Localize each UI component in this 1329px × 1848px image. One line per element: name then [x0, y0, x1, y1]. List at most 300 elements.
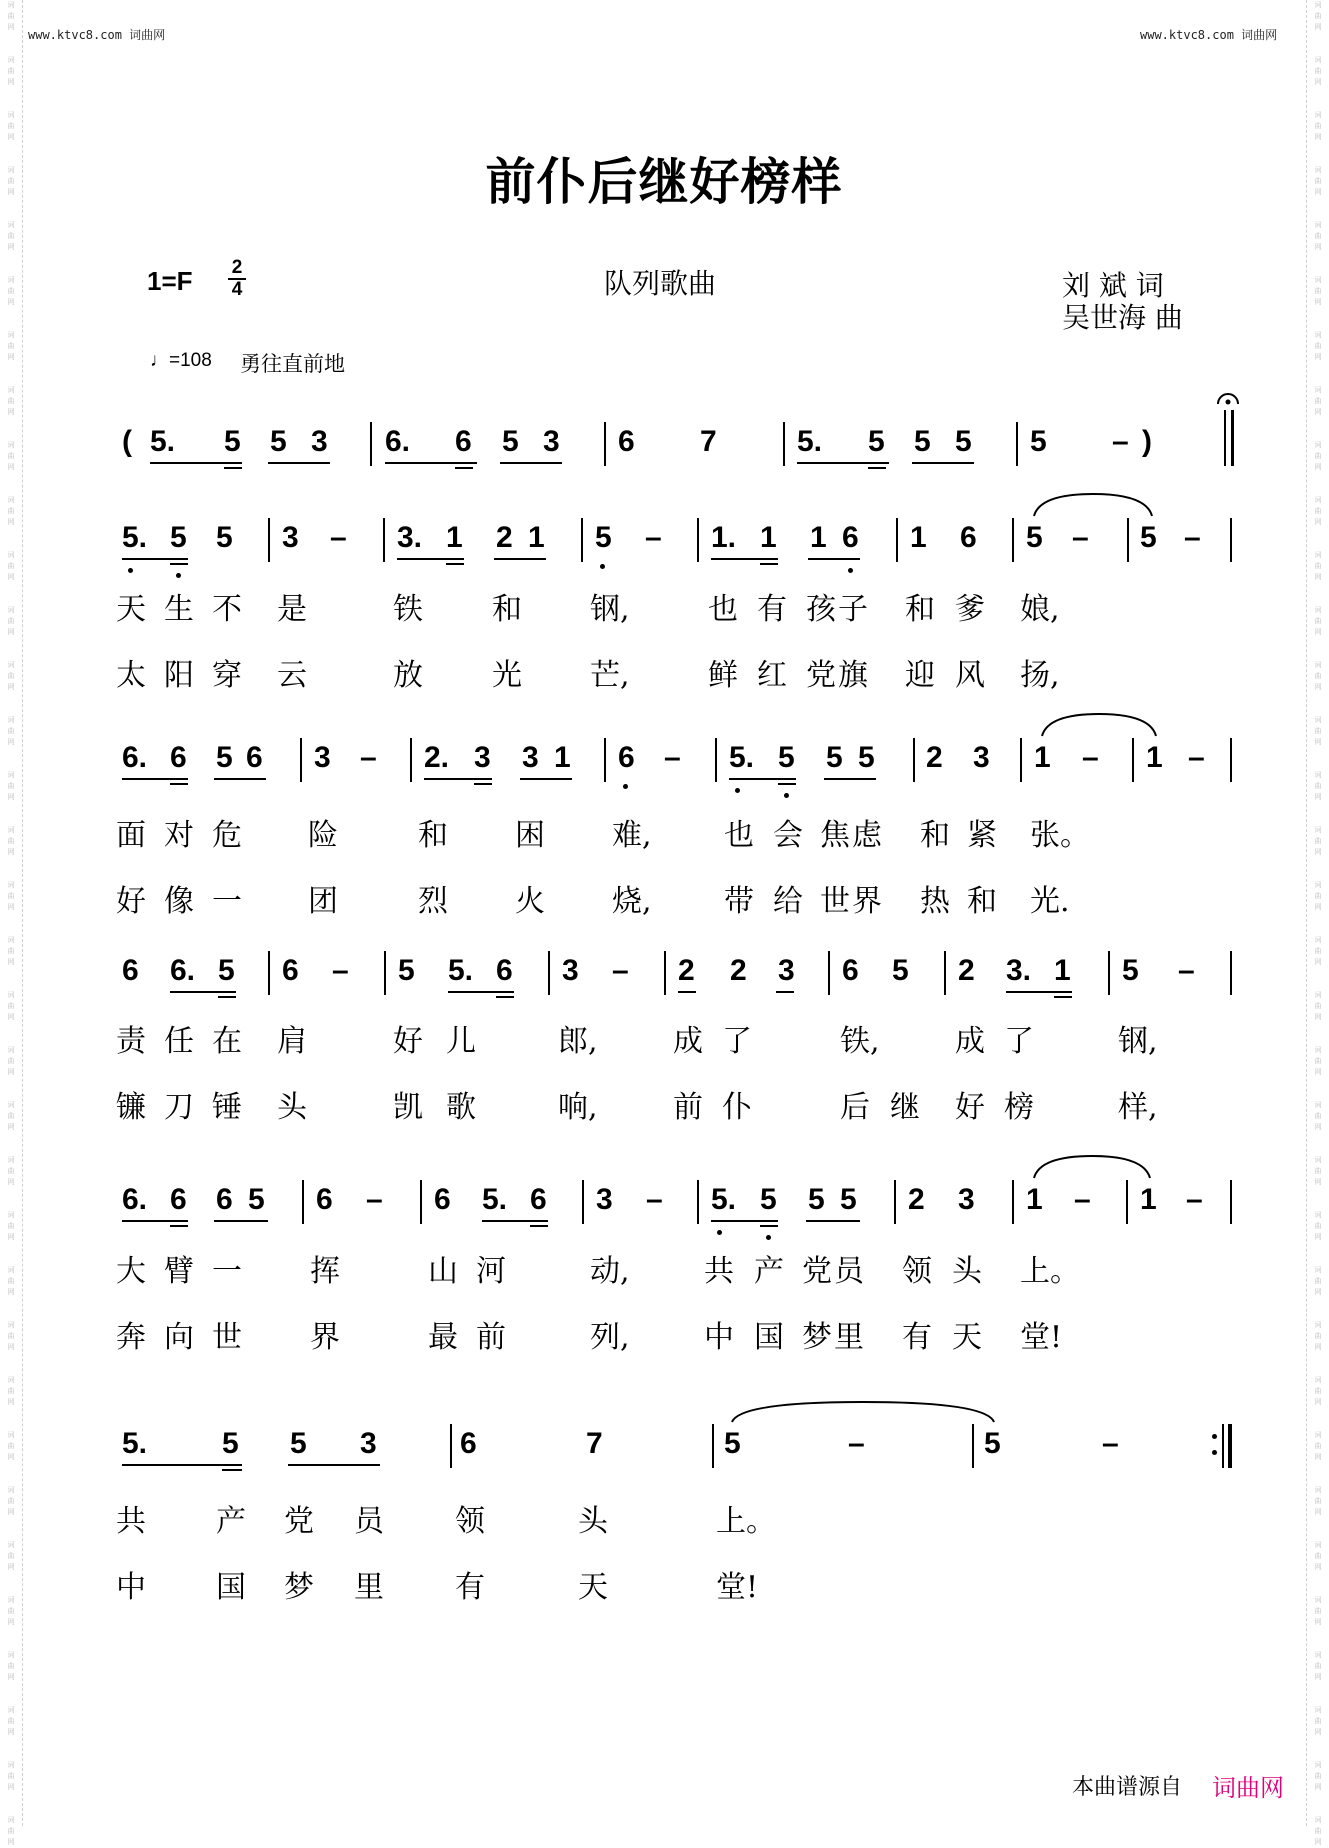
underline — [455, 467, 473, 469]
barline — [715, 738, 717, 782]
note: 5 — [270, 425, 287, 458]
barline — [828, 951, 830, 995]
note: – — [1188, 741, 1205, 774]
repeat-barline — [1222, 1424, 1224, 1468]
lyric-char: 继 — [890, 1090, 920, 1125]
note: 2. — [424, 741, 450, 774]
barline — [1230, 1180, 1232, 1224]
watermark-right: www.ktvc8.com 词曲网 — [1140, 28, 1278, 42]
barline — [383, 518, 385, 562]
note: 5 — [170, 521, 187, 554]
note: 1 — [554, 741, 571, 774]
lyric-char: 界 — [852, 884, 882, 919]
lyric-char: 不 — [212, 592, 242, 627]
note: 5 — [222, 1427, 239, 1460]
underline — [446, 563, 464, 565]
lyric-char: 爹 — [955, 592, 985, 627]
note: 6. — [385, 425, 411, 458]
note: 6 — [842, 954, 859, 987]
barline — [1230, 518, 1232, 562]
note: 5 — [1122, 954, 1139, 987]
lyric-char: 产 — [216, 1504, 246, 1539]
barline — [302, 1180, 304, 1224]
lyric-char: 歌 — [446, 1090, 476, 1125]
low-octave-dot — [784, 793, 789, 798]
side-watermark-right: 词 曲 网 词 曲 网 词 曲 网 词 曲 网 词 曲 网 词 曲 网 词 曲 网 词 曲 网 词 曲 网 词 曲 网 词 曲 网 词 曲 网 词 曲 网 词 曲 网 词 曲 网 词 曲 网 词 曲 网 词 曲 网 词 曲 网 词 曲 网 词 曲 网 词 曲 网 词 曲 网 词 曲 网 词 曲 网 词 曲 网 词 曲 网 词 曲 网 词 曲 网 词 曲 网 词 曲 网 词 曲 网 词 曲 网 词 曲 网 — [1306, 0, 1329, 1826]
underline — [268, 462, 330, 464]
underline — [806, 1220, 860, 1222]
underline — [760, 1225, 778, 1227]
note: 5. — [482, 1183, 508, 1216]
lyric-char: 共 — [704, 1254, 734, 1289]
lyric-char: 堂! — [716, 1570, 759, 1605]
note: 3 — [596, 1183, 613, 1216]
lyric-char: 员 — [354, 1504, 384, 1539]
note: 5 — [808, 1183, 825, 1216]
barline — [268, 951, 270, 995]
lyric-char: 扬, — [1020, 658, 1060, 693]
lyric-char: 好 — [116, 884, 146, 919]
note: 5 — [1140, 521, 1157, 554]
note: 1 — [1026, 1183, 1043, 1216]
note: 3. — [1006, 954, 1032, 987]
lyric-char: 头 — [277, 1090, 307, 1125]
lyric-line-4a — [0, 1252, 1328, 1292]
lyric-line-2a — [0, 816, 1328, 856]
barline — [384, 951, 386, 995]
lyric-char: 党 — [806, 658, 836, 693]
lyric-char: 阳 — [164, 658, 194, 693]
note: 6 — [170, 1183, 187, 1216]
note: 6 — [455, 425, 472, 458]
lyric-char: 员 — [834, 1254, 864, 1289]
lyric-char: 在 — [212, 1024, 242, 1059]
note: 5. — [122, 521, 148, 554]
lyric-line-3a — [0, 1022, 1328, 1062]
note: 5 — [760, 1183, 777, 1216]
note: 5 — [955, 425, 972, 458]
underline — [711, 1220, 778, 1222]
underline — [729, 778, 796, 780]
watermark-left: www.ktvc8.com 词曲网 — [28, 28, 166, 42]
lyric-char: 天 — [952, 1320, 982, 1355]
underline — [397, 558, 464, 560]
underline — [678, 991, 696, 993]
underline — [824, 778, 876, 780]
note: 3 — [474, 741, 491, 774]
underline — [1054, 996, 1072, 998]
lyric-char: 生 — [164, 592, 194, 627]
lyric-char: 有 — [757, 592, 787, 627]
lyric-char: 像 — [164, 884, 194, 919]
barline — [548, 951, 550, 995]
barline — [604, 422, 606, 466]
barline — [664, 951, 666, 995]
lyric-char: 铁 — [393, 592, 423, 627]
note: 5. — [150, 425, 176, 458]
lyric-char: 里 — [354, 1570, 384, 1605]
lyric-char: 奔 — [116, 1320, 146, 1355]
lyric-char: 后 — [840, 1090, 870, 1125]
barline — [300, 738, 302, 782]
repeat-barline — [1228, 1424, 1232, 1468]
barline — [370, 422, 372, 466]
barline — [1012, 1180, 1014, 1224]
note: 3 — [314, 741, 331, 774]
lyric-char: 上。 — [716, 1504, 776, 1539]
lyric-char: 一 — [212, 884, 242, 919]
lyric-char: 天 — [578, 1570, 608, 1605]
lyric-char: 子 — [838, 592, 868, 627]
composer: 吴世海 曲 — [1062, 301, 1183, 334]
lyric-char: 带 — [724, 884, 754, 919]
lyric-char: 样, — [1118, 1090, 1158, 1125]
lyric-char: 前 — [673, 1090, 703, 1125]
note: 3 — [311, 425, 328, 458]
lyric-char: 娘, — [1020, 592, 1060, 627]
lyric-char: 光 — [492, 658, 522, 693]
lyric-char: 仆 — [722, 1090, 752, 1125]
note: 1 — [1146, 741, 1163, 774]
lyric-char: 界 — [310, 1320, 340, 1355]
underline — [122, 558, 188, 560]
underline — [520, 778, 572, 780]
lyric-char: 中 — [116, 1570, 146, 1605]
note: 6 — [316, 1183, 333, 1216]
note: 6 — [530, 1183, 547, 1216]
repeat-dot — [1212, 1450, 1217, 1455]
lyric-char: 对 — [164, 818, 194, 853]
lyric-char: 钢, — [1118, 1024, 1158, 1059]
note: 5 — [502, 425, 519, 458]
lyric-char: 和 — [967, 884, 997, 919]
note: 5 — [892, 954, 909, 987]
note: 2 — [496, 521, 513, 554]
barline — [783, 422, 785, 466]
note: – — [360, 741, 377, 774]
lyric-line-3b — [0, 1088, 1328, 1128]
lyricist: 刘 斌 词 — [1062, 269, 1164, 302]
tie-arc — [1032, 1154, 1152, 1180]
notation-line-2 — [0, 520, 1328, 600]
barline — [582, 1180, 584, 1224]
lyric-char: 儿 — [446, 1024, 476, 1059]
notation-line-6 — [0, 1426, 1328, 1506]
note: – — [1082, 741, 1099, 774]
lyric-char: 团 — [308, 884, 338, 919]
barline — [712, 1424, 714, 1468]
lyric-char: 和 — [905, 592, 935, 627]
note: 3 — [562, 954, 579, 987]
barline — [268, 518, 270, 562]
low-octave-dot — [128, 568, 133, 573]
lyric-char: 大 — [116, 1254, 146, 1289]
lyric-char: 热 — [920, 884, 950, 919]
lyric-char: 险 — [308, 818, 338, 853]
lyric-char: 放 — [393, 658, 423, 693]
note: 6. — [122, 1183, 148, 1216]
lyric-char: 一 — [212, 1254, 242, 1289]
underline — [122, 1464, 242, 1466]
note: 6 — [170, 741, 187, 774]
note: 6 — [618, 425, 635, 458]
note: – — [646, 1183, 663, 1216]
low-octave-dot — [623, 784, 628, 789]
note: 1 — [760, 521, 777, 554]
underline — [385, 462, 477, 464]
underline — [170, 1225, 188, 1227]
note: 3 — [973, 741, 990, 774]
note: 2 — [678, 954, 695, 987]
double-barline — [1224, 410, 1226, 466]
note: 6 — [960, 521, 977, 554]
lyric-char: 困 — [515, 818, 545, 853]
note: – — [1072, 521, 1089, 554]
note: 5 — [724, 1427, 741, 1460]
notation-line-4 — [0, 953, 1328, 1033]
note: 3 — [282, 521, 299, 554]
low-octave-dot — [735, 788, 740, 793]
lyric-char: 穿 — [212, 658, 242, 693]
lyric-char: 也 — [708, 592, 738, 627]
notation-line-3 — [0, 740, 1328, 820]
underline — [122, 1220, 188, 1222]
barline — [1016, 422, 1018, 466]
underline — [474, 783, 492, 785]
lyric-char: 世 — [212, 1320, 242, 1355]
lyric-char: 红 — [757, 658, 787, 693]
barline — [1230, 738, 1232, 782]
low-octave-dot — [848, 568, 853, 573]
note: 1 — [1140, 1183, 1157, 1216]
note: 6. — [122, 741, 148, 774]
lyric-char: 好 — [955, 1090, 985, 1125]
lyric-char: 党 — [802, 1254, 832, 1289]
lyric-char: 共 — [116, 1504, 146, 1539]
note: – — [664, 741, 681, 774]
lyric-char: 世 — [820, 884, 850, 919]
note: 5 — [868, 425, 885, 458]
side-watermark-left: 词 曲 网 词 曲 网 词 曲 网 词 曲 网 词 曲 网 词 曲 网 词 曲 网 词 曲 网 词 曲 网 词 曲 网 词 曲 网 词 曲 网 词 曲 网 词 曲 网 词 曲 网 词 曲 网 词 曲 网 词 曲 网 词 曲 网 词 曲 网 词 曲 网 词 曲 网 词 曲 网 词 曲 网 词 曲 网 词 曲 网 词 曲 网 词 曲 网 词 曲 网 词 曲 网 词 曲 网 词 曲 网 词 曲 网 词 曲 网 — [0, 0, 23, 1826]
lyric-char: 肩 — [277, 1024, 307, 1059]
barline — [972, 1424, 974, 1468]
fermata-icon — [1216, 390, 1240, 408]
note: 1. — [711, 521, 737, 554]
lyric-char: 芒, — [590, 658, 630, 693]
note: 3 — [522, 741, 539, 774]
note: 7 — [700, 425, 717, 458]
lyric-char: 刀 — [164, 1090, 194, 1125]
note: 5 — [216, 741, 233, 774]
underline — [778, 783, 796, 785]
barline — [697, 1180, 699, 1224]
underline — [214, 778, 266, 780]
underline — [868, 467, 886, 469]
lyric-char: 山 — [428, 1254, 458, 1289]
lyric-char: 头 — [952, 1254, 982, 1289]
lyric-char: 里 — [834, 1320, 864, 1355]
note: 6 — [842, 521, 859, 554]
lyric-char: 臂 — [164, 1254, 194, 1289]
note: 2 — [926, 741, 943, 774]
lyric-char: 国 — [754, 1320, 784, 1355]
note: – — [645, 521, 662, 554]
underline — [448, 991, 514, 993]
repeat-dot — [1212, 1434, 1217, 1439]
barline — [1230, 951, 1232, 995]
note: 2 — [908, 1183, 925, 1216]
note: 5. — [729, 741, 755, 774]
underline — [530, 1225, 548, 1227]
underline — [222, 1469, 242, 1471]
lyric-char: 党 — [284, 1504, 314, 1539]
low-octave-dot — [600, 564, 605, 569]
barline — [581, 518, 583, 562]
note: – — [1112, 425, 1129, 458]
note: 6 — [460, 1427, 477, 1460]
note: – — [612, 954, 629, 987]
lyric-char: 了 — [722, 1024, 752, 1059]
underline — [482, 1220, 548, 1222]
note: 7 — [586, 1427, 603, 1460]
note: 3 — [360, 1427, 377, 1460]
note: 5. — [711, 1183, 737, 1216]
underline — [500, 462, 562, 464]
lyric-char: 紧 — [967, 818, 997, 853]
lyric-char: 虑 — [852, 818, 882, 853]
genre: 队列歌曲 — [604, 267, 717, 300]
note: – — [1178, 954, 1195, 987]
barline — [697, 518, 699, 562]
note: 5 — [398, 954, 415, 987]
note: 5. — [797, 425, 823, 458]
lyric-char: 国 — [216, 1570, 246, 1605]
note: 1 — [446, 521, 463, 554]
underline — [711, 558, 778, 560]
lyric-char: 焦 — [820, 818, 850, 853]
note: 3 — [958, 1183, 975, 1216]
barline — [1132, 738, 1134, 782]
underline — [224, 467, 242, 469]
note: 1 — [810, 521, 827, 554]
lyric-line-5b — [0, 1568, 1328, 1608]
barline — [894, 1180, 896, 1224]
lyric-char: 中 — [704, 1320, 734, 1355]
note: 5. — [122, 1427, 148, 1460]
notation-line-5 — [0, 1182, 1328, 1262]
note: – — [1186, 1183, 1203, 1216]
note: 5 — [984, 1427, 1001, 1460]
note: – — [1184, 521, 1201, 554]
barline — [410, 738, 412, 782]
note: 3 — [543, 425, 560, 458]
note: 1 — [528, 521, 545, 554]
lyric-char: 榜 — [1004, 1090, 1034, 1125]
lyric-char: 和 — [920, 818, 950, 853]
note: – — [330, 521, 347, 554]
underline — [170, 783, 188, 785]
note: 5 — [826, 741, 843, 774]
underline — [288, 1464, 380, 1466]
note: 2 — [730, 954, 747, 987]
underline — [776, 991, 794, 993]
note: 5 — [840, 1183, 857, 1216]
lyric-char: 风 — [955, 658, 985, 693]
lyric-char: 堂! — [1020, 1320, 1063, 1355]
lyric-char: 危 — [212, 818, 242, 853]
note: 5 — [218, 954, 235, 987]
note: – — [848, 1427, 865, 1460]
note: 1 — [1054, 954, 1071, 987]
low-octave-dot — [766, 1235, 771, 1240]
lyric-char: 挥 — [310, 1254, 340, 1289]
lyric-char: 好 — [393, 1024, 423, 1059]
lyric-char: 列, — [590, 1320, 630, 1355]
lyric-char: 鲜 — [708, 658, 738, 693]
note: – — [1102, 1427, 1119, 1460]
note: 5. — [448, 954, 474, 987]
lyric-char: 和 — [418, 818, 448, 853]
footer-site-link[interactable]: 词曲网 — [1212, 1774, 1284, 1802]
lyric-char: 钢, — [590, 592, 630, 627]
low-octave-dot — [176, 573, 181, 578]
barline — [420, 1180, 422, 1224]
lyric-char: 旗 — [838, 658, 868, 693]
note: 3 — [778, 954, 795, 987]
underline — [760, 563, 778, 565]
note: 6 — [246, 741, 263, 774]
note: 6 — [434, 1183, 451, 1216]
song-title: 前仆后继好榜样 — [485, 153, 843, 211]
time-signature — [228, 258, 246, 300]
lyric-char: 责 — [116, 1024, 146, 1059]
lyric-char: 锤 — [212, 1090, 242, 1125]
underline — [170, 563, 188, 565]
lyric-char: 面 — [116, 818, 146, 853]
note: 5 — [216, 521, 233, 554]
lyric-char: 产 — [754, 1254, 784, 1289]
note: 6 — [122, 954, 139, 987]
underline — [424, 778, 492, 780]
note: 6 — [282, 954, 299, 987]
lyric-line-4b — [0, 1318, 1328, 1358]
note: – — [366, 1183, 383, 1216]
tempo-mark: ♩=108 — [150, 350, 212, 371]
lyric-char: 会 — [773, 818, 803, 853]
low-octave-dot — [717, 1230, 722, 1235]
underline — [912, 462, 974, 464]
lyric-char: 头 — [578, 1504, 608, 1539]
barline — [1012, 518, 1014, 562]
note: 2 — [958, 954, 975, 987]
lyric-line-1b — [0, 656, 1328, 696]
lyric-char: 了 — [1004, 1024, 1034, 1059]
barline — [896, 518, 898, 562]
lyric-char: 烧, — [612, 884, 652, 919]
lyric-line-5a — [0, 1502, 1328, 1542]
note: 6. — [170, 954, 196, 987]
underline — [214, 1220, 268, 1222]
underline — [218, 996, 236, 998]
underline — [122, 778, 188, 780]
note: 1 — [1034, 741, 1051, 774]
lyric-char: 和 — [492, 592, 522, 627]
note: ( — [122, 425, 132, 458]
lyric-char: 迎 — [905, 658, 935, 693]
lyric-char: 天 — [116, 592, 146, 627]
note: 5 — [778, 741, 795, 774]
note: 6 — [618, 741, 635, 774]
